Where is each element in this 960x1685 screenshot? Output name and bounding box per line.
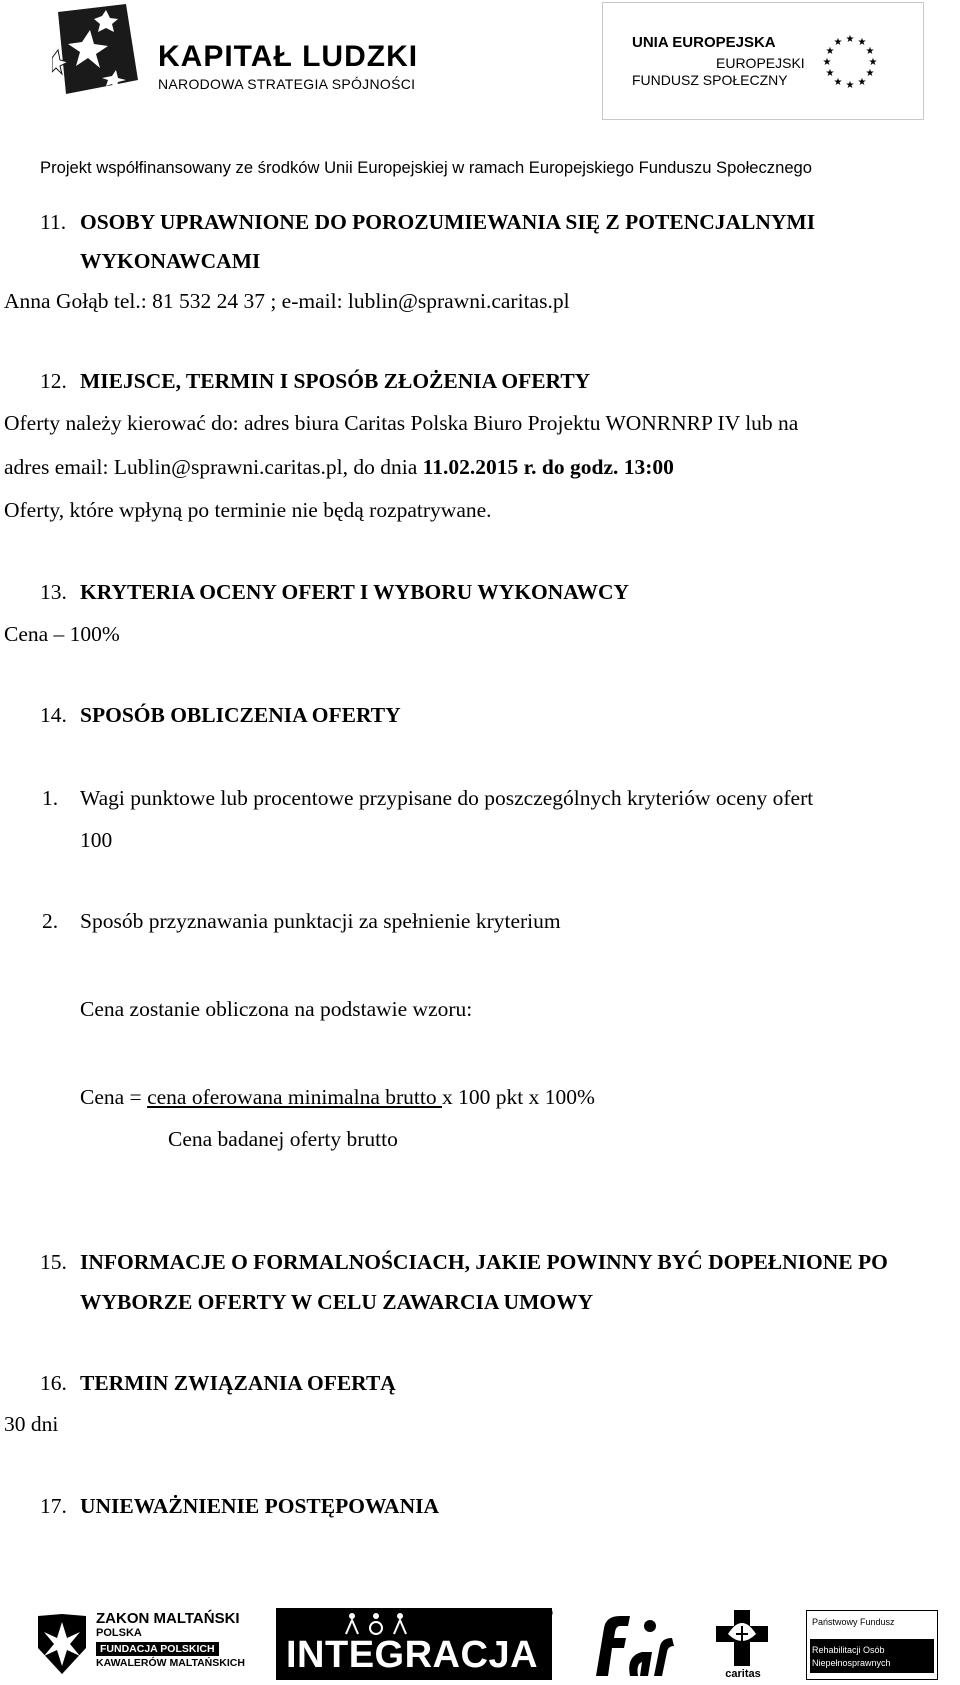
- pfron-line3: Niepełnosprawnych: [812, 1658, 891, 1668]
- section-17-number: 17.: [40, 1494, 67, 1518]
- section-12-number: 12.: [40, 369, 67, 393]
- integracja-word: INTEGRACJA: [286, 1634, 539, 1676]
- svg-text:★: ★: [865, 68, 875, 79]
- svg-text:★: ★: [825, 46, 835, 57]
- kapital-ludzki-logo-icon: [52, 2, 142, 96]
- section-15-title-line1: INFORMACJE O FORMALNOŚCIACH, JAKIE POWINNY BYĆ DOPEŁNIONE PO: [80, 1250, 888, 1274]
- section-12-line2: [4, 457, 674, 479]
- svg-text:★: ★: [845, 34, 855, 45]
- svg-text:★: ★: [833, 77, 843, 88]
- svg-text:★: ★: [825, 68, 835, 79]
- section-16-number: 16.: [40, 1371, 67, 1395]
- eu-logo-line3: FUNDUSZ SPOŁECZNY: [632, 72, 788, 88]
- section-13-number: 13.: [40, 580, 67, 604]
- section-11-contact: Anna Gołąb tel.: 81 532 24 37 ; e-mail: lublin@sprawni.caritas.pl: [4, 289, 570, 313]
- svg-text:★: ★: [865, 46, 875, 57]
- section-14-item2-number: 2.: [42, 909, 59, 933]
- pfron-line2: Rehabilitacji Osób: [812, 1645, 885, 1655]
- far-logo-icon: [590, 1612, 676, 1680]
- cofinancing-note: Projekt współfinansowany ze środków Unii Europejskiej w ramach Europejskiego Funduszu Społecznego: [40, 158, 813, 177]
- section-15-title-line2: WYBORZE OFERTY W CELU ZAWARCIA UMOWY: [80, 1290, 594, 1314]
- formula-multiplier: x 100 pkt x 100%: [441, 1085, 595, 1109]
- integracja-logo: [276, 1608, 552, 1680]
- section-14-item2-text: Sposób przyznawania punktacji za spełnienie kryterium: [80, 909, 561, 933]
- formula-intro: Cena zostanie obliczona na podstawie wzoru:: [80, 997, 473, 1021]
- section-15-number: 15.: [40, 1250, 67, 1274]
- eu-flag-icon: [810, 28, 890, 92]
- section-13-value: Cena – 100%: [4, 622, 120, 646]
- section-14-number: 14.: [40, 703, 67, 727]
- svg-text:★: ★: [833, 37, 843, 48]
- section-11-number: 11.: [40, 210, 67, 234]
- section-17-title: UNIEWAŻNIENIE POSTĘPOWANIA: [80, 1494, 440, 1518]
- integracja-figures-icon: [342, 1610, 412, 1636]
- section-14-item1-number: 1.: [42, 786, 59, 810]
- kapital-ludzki-title: KAPITAŁ LUDZKI: [158, 40, 419, 73]
- section-16-value: 30 dni: [4, 1412, 59, 1436]
- eu-logo-line2: EUROPEJSKI: [716, 55, 805, 71]
- caritas-word: caritas: [725, 1668, 761, 1680]
- eu-logo-line1: UNIA EUROPEJSKA: [632, 34, 776, 51]
- svg-text:★: ★: [868, 57, 878, 68]
- integracja-registered-mark: ®: [544, 1606, 553, 1620]
- pfron-line1: Państwowy Fundusz: [812, 1617, 895, 1627]
- malta-logo-text: [96, 1610, 245, 1669]
- maltese-cross-icon: [34, 1612, 90, 1676]
- section-14-item1-value: 100: [80, 828, 113, 852]
- section-13-title: KRYTERIA OCENY OFERT I WYBORU WYKONAWCY: [80, 580, 630, 604]
- formula-line: [80, 1087, 595, 1109]
- section-14-item1-text: Wagi punktowe lub procentowe przypisane do poszczególnych kryteriów oceny ofert: [80, 786, 814, 810]
- svg-text:★: ★: [845, 80, 855, 91]
- formula-numerator: cena oferowana minimalna brutto: [147, 1085, 442, 1109]
- malta-line4: KAWALERÓW MALTAŃSKICH: [96, 1657, 245, 1669]
- svg-text:★: ★: [822, 57, 832, 68]
- malta-line3: FUNDACJA POLSKICH: [96, 1642, 219, 1656]
- section-12-line1: Oferty należy kierować do: adres biura Caritas Polska Biuro Projektu WONRNRP IV lub na: [4, 411, 799, 435]
- section-12-deadline: 11.02.2015 r. do godz. 13:00: [422, 455, 674, 479]
- malta-line1: ZAKON MALTAŃSKI: [96, 1610, 240, 1627]
- section-14-title: SPOSÓB OBLICZENIA OFERTY: [80, 703, 401, 727]
- section-12-line2-text: adres email: Lublin@sprawni.caritas.pl, do dnia: [4, 455, 423, 479]
- section-11-title-line2: WYKONAWCAMI: [80, 249, 261, 273]
- section-12-line3: Oferty, które wpłyną po terminie nie będą rozpatrywane.: [4, 498, 492, 522]
- svg-text:★: ★: [857, 77, 867, 88]
- malta-line2: POLSKA: [96, 1627, 142, 1639]
- formula-denominator: Cena badanej oferty brutto: [168, 1127, 398, 1151]
- kapital-ludzki-subtitle: NARODOWA STRATEGIA SPÓJNOŚCI: [158, 76, 416, 92]
- section-12-title: MIEJSCE, TERMIN I SPOSÓB ZŁOŻENIA OFERTY: [80, 369, 591, 393]
- section-16-title: TERMIN ZWIĄZANIA OFERTĄ: [80, 1371, 396, 1395]
- section-11-title-line1: OSOBY UPRAWNIONE DO POROZUMIEWANIA SIĘ Z POTENCJALNYMI: [80, 210, 816, 234]
- formula-lhs: Cena =: [80, 1085, 148, 1109]
- svg-text:★: ★: [857, 37, 867, 48]
